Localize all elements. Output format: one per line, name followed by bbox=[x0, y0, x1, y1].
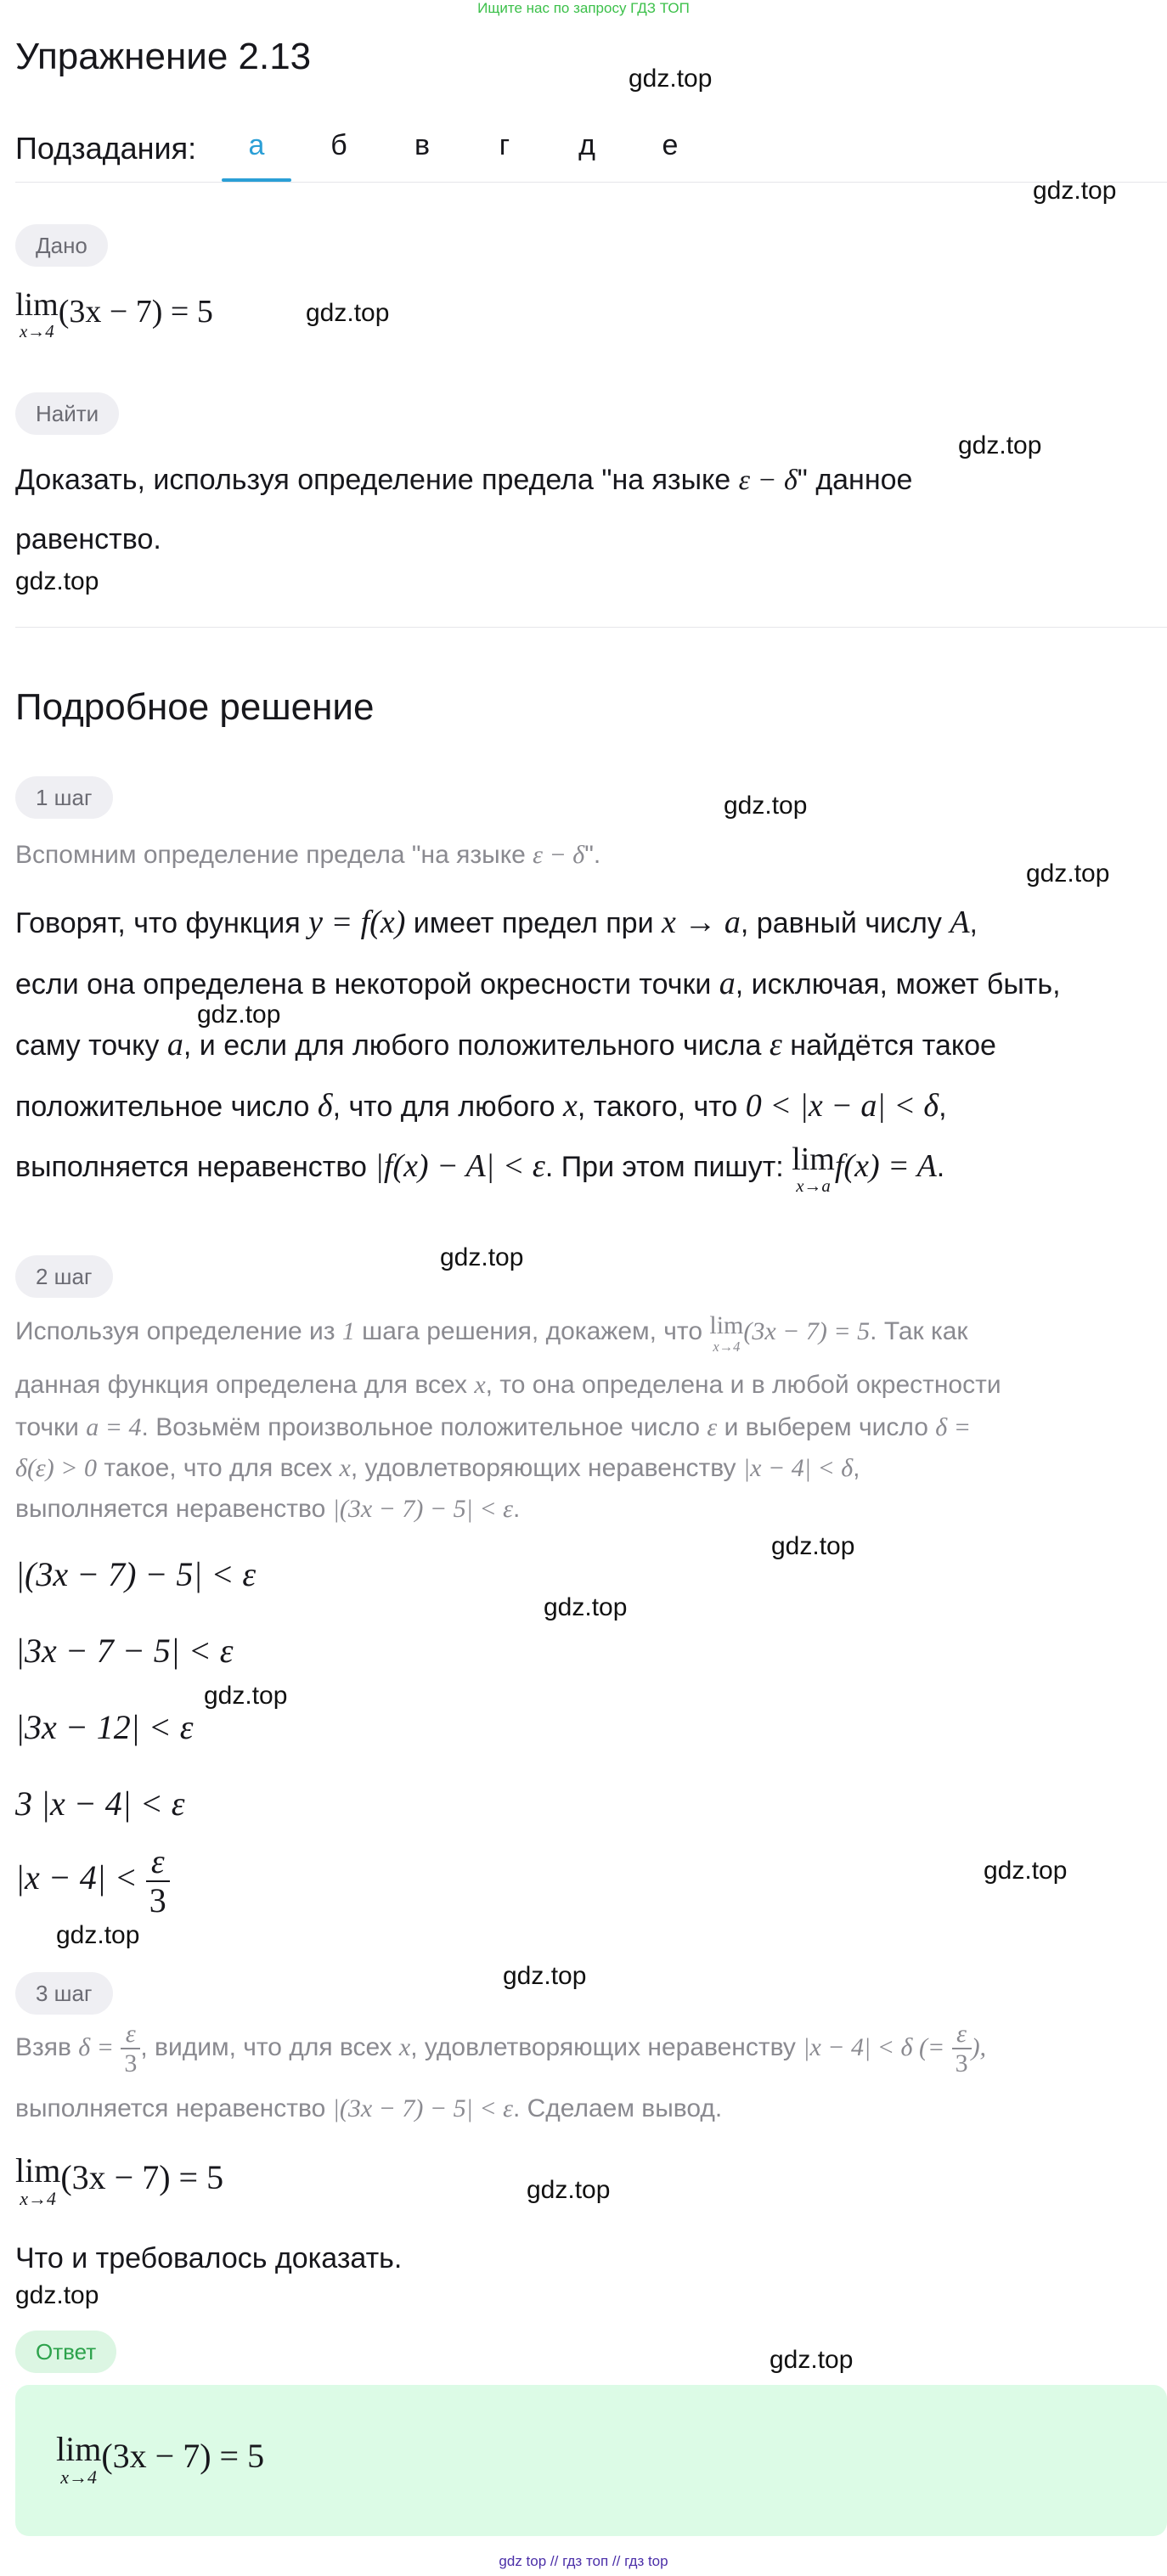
equation-1: |(3x − 7) − 5| < ε bbox=[15, 1555, 257, 1593]
step-2-chip: 2 шаг bbox=[15, 1255, 113, 1298]
find-line-2: равенство. bbox=[15, 523, 161, 555]
step-3-line-1: Взяв δ = $\frac{\varepsilon}{3}$ , видим, что для всех x, удовлетворяющих неравенству |x − 4| < δ (= $\frac{\varepsilon}{3}$ ), bbox=[15, 2020, 987, 2077]
watermark: gdz.top bbox=[15, 567, 99, 595]
watermark: gdz.top bbox=[958, 431, 1042, 459]
watermark: gdz.top bbox=[306, 299, 390, 327]
subtasks-label: Подзадания: bbox=[15, 131, 197, 166]
step-1-line-5: выполняется неравенство |f(x) − A| < ε. При этом пишут: lim x→a f(x) = A. bbox=[15, 1141, 945, 1196]
footer-links[interactable]: gdz top // гдз топ // гдз top bbox=[499, 2553, 668, 2569]
watermark: gdz.top bbox=[440, 1243, 524, 1271]
watermark: gdz.top bbox=[544, 1593, 628, 1621]
solution-heading: Подробное решение bbox=[15, 686, 375, 728]
watermark: gdz.top bbox=[771, 1532, 855, 1560]
given-equation bbox=[15, 289, 213, 341]
step-3-chip: 3 шаг bbox=[15, 1972, 113, 2015]
step-1-line-1: Говорят, что функция y = f(x) имеет предел при x → a, равный числу A, bbox=[15, 905, 978, 940]
watermark: gdz.top bbox=[724, 792, 808, 820]
lim-word: lim bbox=[15, 287, 59, 323]
watermark: gdz.top bbox=[503, 1962, 587, 1990]
top-banner: Ищите нас по запросу ГДЗ ТОП bbox=[477, 0, 690, 16]
tabs-divider bbox=[15, 182, 1167, 183]
tab-a[interactable]: а bbox=[248, 129, 265, 161]
watermark: gdz.top bbox=[15, 2281, 99, 2309]
step-1-line-4: положительное число δ, что для любого x, такого, что 0 < |x − a| < δ, bbox=[15, 1088, 947, 1124]
watermark: gdz.top bbox=[197, 1001, 281, 1029]
given-expression: (3x − 7) = 5 bbox=[58, 294, 213, 330]
step-2-para-1: Используя определение из 1 шага решения, докажем, что lim x→4 (3x − 7) = 5. Так как bbox=[15, 1311, 968, 1355]
equation-5: |x − 4| < $\frac{\varepsilon}{3}$ bbox=[15, 1843, 170, 1919]
equation-2: |3x − 7 − 5| < ε bbox=[15, 1632, 234, 1670]
tab-b[interactable]: б bbox=[330, 129, 347, 161]
watermark: gdz.top bbox=[56, 1921, 140, 1949]
tab-d[interactable]: д bbox=[578, 129, 595, 161]
lim-subscript: x→4 bbox=[20, 321, 54, 341]
step-1-line-3: саму точку a, и если для любого положительного числа ε найдётся такое bbox=[15, 1027, 996, 1063]
step-1-line-2: если она определена в некоторой окресности точки a, исключая, может быть, bbox=[15, 966, 1061, 1001]
step-2-para-4: δ(ε) > 0 такое, что для всех x, удовлетворяющих неравенству |x − 4| < δ, bbox=[15, 1454, 860, 1482]
step-1-intro: Вспомним определение предела "на языке ε − δ". bbox=[15, 841, 601, 869]
step-3-result: lim x→4 (3x − 7) = 5 bbox=[15, 2151, 224, 2209]
answer-box bbox=[15, 2385, 1167, 2536]
find-line-1: Доказать, используя определение предела "на языке ε − δ" данное bbox=[15, 464, 913, 496]
tab-e[interactable]: е bbox=[662, 129, 679, 161]
watermark: gdz.top bbox=[770, 2346, 854, 2374]
answer-equation: lim x→4 (3x − 7) = 5 bbox=[56, 2430, 265, 2488]
page-title: Упражнение 2.13 bbox=[15, 36, 312, 77]
step-2-para-5: выполняется неравенство |(3x − 7) − 5| < ε. bbox=[15, 1495, 521, 1523]
given-chip: Дано bbox=[15, 224, 108, 267]
step-3-conclusion: Что и требовалось доказать. bbox=[15, 2242, 403, 2274]
step-1-chip: 1 шаг bbox=[15, 776, 113, 819]
watermark: gdz.top bbox=[984, 1857, 1068, 1885]
find-chip: Найти bbox=[15, 392, 119, 435]
section-divider bbox=[15, 627, 1167, 628]
equation-4: 3 |x − 4| < ε bbox=[15, 1784, 185, 1823]
watermark: gdz.top bbox=[629, 65, 713, 93]
step-2-para-2: данная функция определена для всех x, то она определена и в любой окрестности bbox=[15, 1371, 1001, 1399]
watermark: gdz.top bbox=[1033, 177, 1117, 205]
tab-g[interactable]: г bbox=[499, 129, 510, 161]
step-2-para-3: точки a = 4. Возьмём произвольное положительное число ε и выберем число δ = bbox=[15, 1413, 971, 1441]
watermark: gdz.top bbox=[527, 2176, 611, 2204]
watermark: gdz.top bbox=[204, 1682, 288, 1710]
answer-chip: Ответ bbox=[15, 2331, 116, 2373]
step-3-line-2: выполняется неравенство |(3x − 7) − 5| < ε. Сделаем вывод. bbox=[15, 2094, 723, 2122]
tab-v[interactable]: в bbox=[414, 129, 431, 161]
watermark: gdz.top bbox=[1026, 860, 1110, 888]
equation-3: |3x − 12| < ε bbox=[15, 1708, 194, 1746]
